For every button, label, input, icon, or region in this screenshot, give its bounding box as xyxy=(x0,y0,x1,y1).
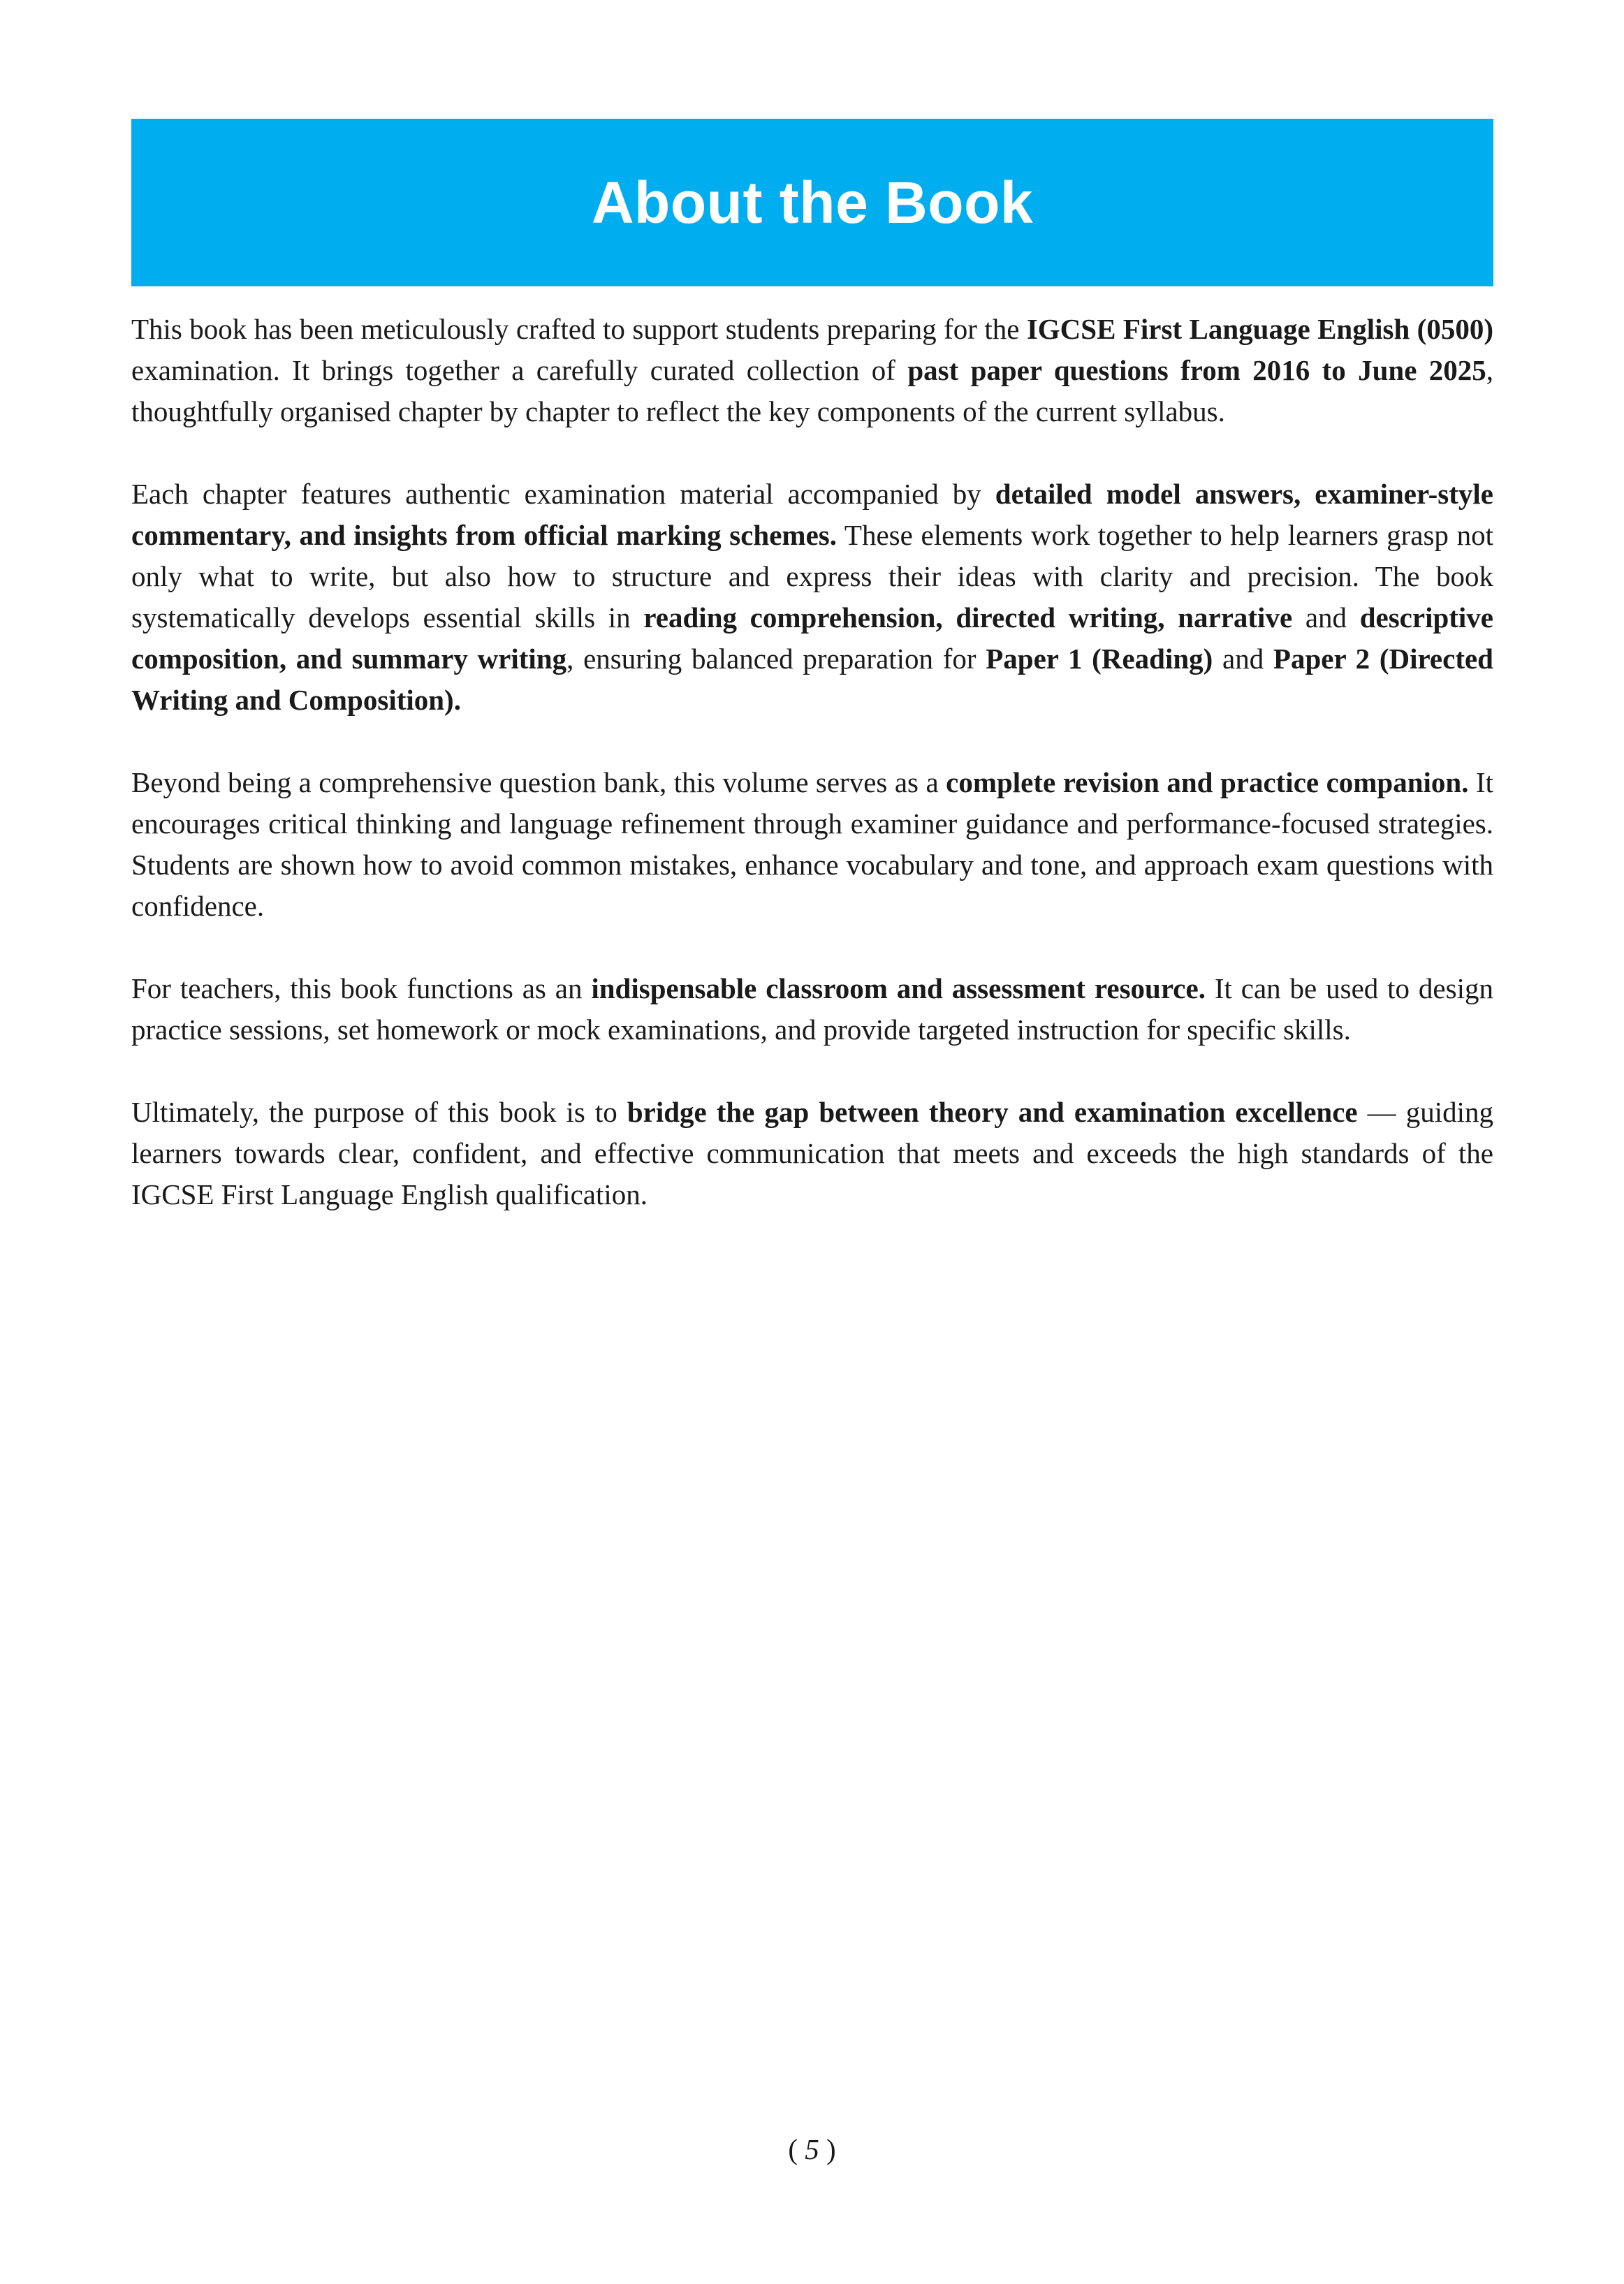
text-run: Ultimately, the purpose of this book is to xyxy=(131,1096,627,1128)
page-number-close: ) xyxy=(819,2133,836,2165)
title-banner xyxy=(131,119,1493,286)
text-run: , thoughtfully organised chapter by chapter to reflect the key components of the current syllabus. xyxy=(131,354,1493,427)
paragraph-revision-companion xyxy=(131,762,1493,927)
page-number-value: 5 xyxy=(805,2133,819,2165)
bold-text: IGCSE First Language English (0500) xyxy=(1026,313,1493,345)
text-run: For teachers, this book functions as an xyxy=(131,972,592,1004)
text-run: and xyxy=(1213,643,1273,675)
text-run: , ensuring balanced preparation for xyxy=(566,643,986,675)
text-run: It encourages critical thinking and language refinement through examiner guidance and performance-focused strategies. Students are shown how to avoid common mistakes, enhance vocabulary and tone, and approach exam questions with confidence. xyxy=(131,766,1493,922)
text-run: These elements work together to help learners grasp not only what to write, but also how to structure and express their ideas with clarity and precision. The book systematically develops essential skills in xyxy=(131,519,1493,634)
paragraph-purpose xyxy=(131,1092,1493,1215)
text-run: This book has been meticulously crafted to support students preparing for the xyxy=(131,313,1027,345)
paragraph-chapter-features xyxy=(131,474,1493,721)
bold-text: Paper 2 (Directed Writing and Composition). xyxy=(131,643,1493,716)
bold-text: reading comprehension, directed writing, narrative xyxy=(643,601,1293,634)
paragraph-intro xyxy=(131,309,1493,432)
bold-text: detailed model answers, examiner-style commentary, and insights from official marking schemes. xyxy=(131,478,1493,551)
page-number-open: ( xyxy=(788,2133,805,2165)
text-run: Beyond being a comprehensive question bank, this volume serves as a xyxy=(131,766,946,798)
paragraph-for-teachers xyxy=(131,968,1493,1051)
text-run: It can be used to design practice sessions, set homework or mock examinations, and provide targeted instruction for specific skills. xyxy=(131,972,1493,1046)
text-run: examination. It brings together a carefully curated collection of xyxy=(131,354,908,386)
text-run: and xyxy=(1292,601,1360,634)
body-text xyxy=(131,309,1493,1257)
bold-text: complete revision and practice companion. xyxy=(946,766,1469,798)
text-run: Each chapter features authentic examination material accompanied by xyxy=(131,478,995,510)
bold-text: bridge the gap between theory and examination excellence xyxy=(627,1096,1358,1128)
bold-text: indispensable classroom and assessment resource. xyxy=(591,972,1206,1004)
bold-text: descriptive composition, and summary writing xyxy=(131,601,1494,675)
page-number xyxy=(0,2129,1624,2170)
text-run: — guiding learners towards clear, confident, and effective communication that meets and exceeds the high standards of the IGCSE First Language English qualification. xyxy=(131,1096,1493,1210)
bold-text: past paper questions from 2016 to June 2025 xyxy=(907,354,1486,386)
bold-text: Paper 1 (Reading) xyxy=(986,643,1213,675)
page-title: About the Book xyxy=(591,169,1034,235)
